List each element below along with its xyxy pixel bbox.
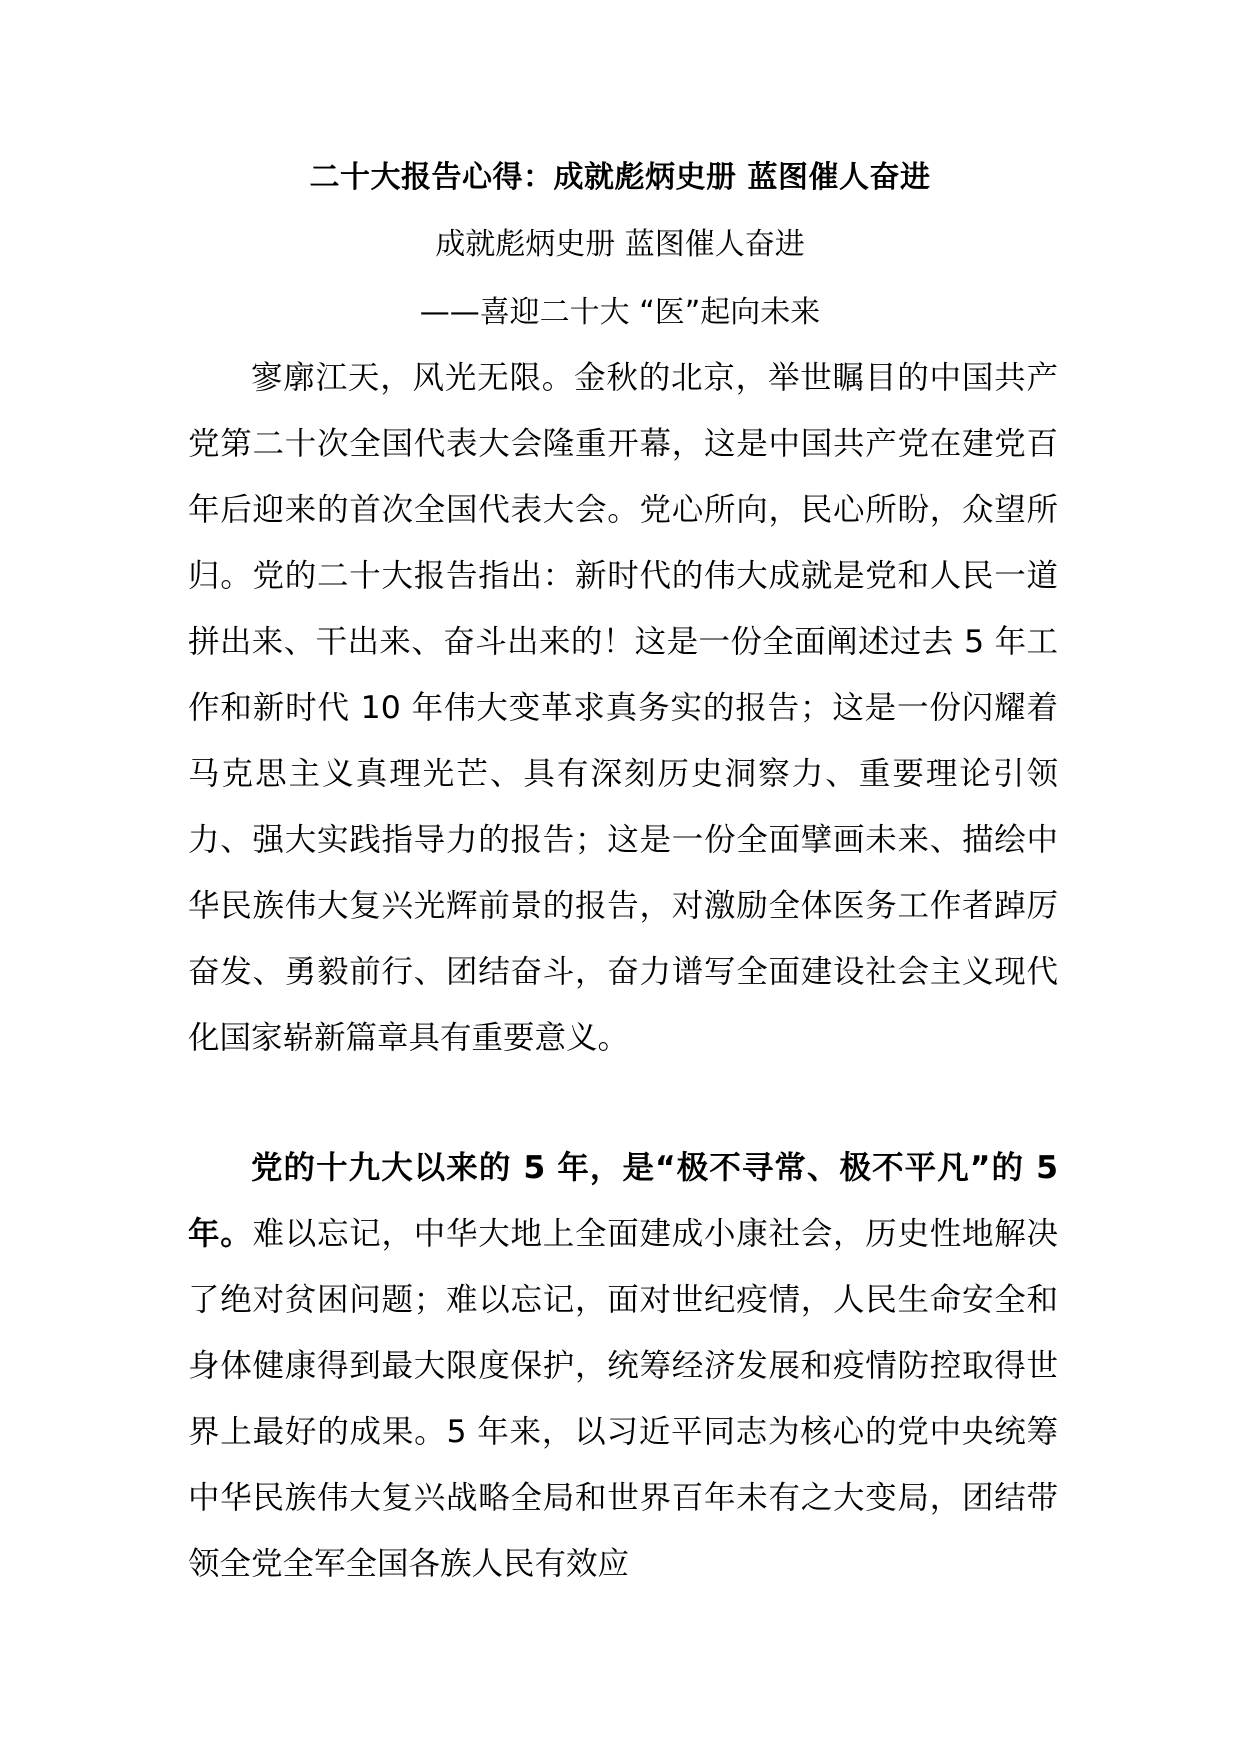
paragraph-lead-bold: 党的十九大以来的 5 年，是“极不寻常、极不平凡”的 5 年。 bbox=[188, 1150, 1058, 1252]
document-subtitle: 成就彪炳史册 蓝图催人奋进 bbox=[435, 227, 805, 262]
paragraph-text: 难以忘记，中华大地上全面建成小康社会，历史性地解决了绝对贫困问题；难以忘记，面对世纪疫情，人民生命安全和身体健康得到最大限度保护，统筹经济发展和疫情防控取得世界上最好的成果。5 年来，以习近平同志为核心的党中央统筹中华民族伟大复兴战略全局和世界百年未有之大变局，团结带领全党全军全国各族人民有效应 bbox=[188, 1216, 1058, 1582]
body-paragraph-1: 寥廓江天，风光无限。金秋的北京，举世瞩目的中国共产党第二十次全国代表大会隆重开幕，这是中国共产党在建党百年后迎来的首次全国代表大会。党心所向，民心所盼，众望所归。党的二十大报告指出：新时代的伟大成就是党和人民一道拼出来、干出来、奋斗出来的！这是一份全面阐述过去 5 年工作和新时代 10 年伟大变革求真务实的报告；这是一份闪耀着马克思主义真理光芒、具有深刻历史洞察力、重要理论引领力、强大实践指导力的报告；这是一份全面擘画未来、描绘中华民族伟大复兴光辉前景的报告，对激励全体医务工作者踔厉奋发、勇毅前行、团结奋斗，奋力谱写全面建设社会主义现代化国家崭新篇章具有重要意义。 bbox=[188, 360, 1058, 1056]
document-title: 二十大报告心得：成就彪炳史册 蓝图催人奋进 bbox=[309, 160, 931, 195]
document-subtitle-tagline: ——喜迎二十大 “医”起向未来 bbox=[419, 295, 821, 330]
body-paragraph-2 bbox=[188, 1135, 1058, 1597]
